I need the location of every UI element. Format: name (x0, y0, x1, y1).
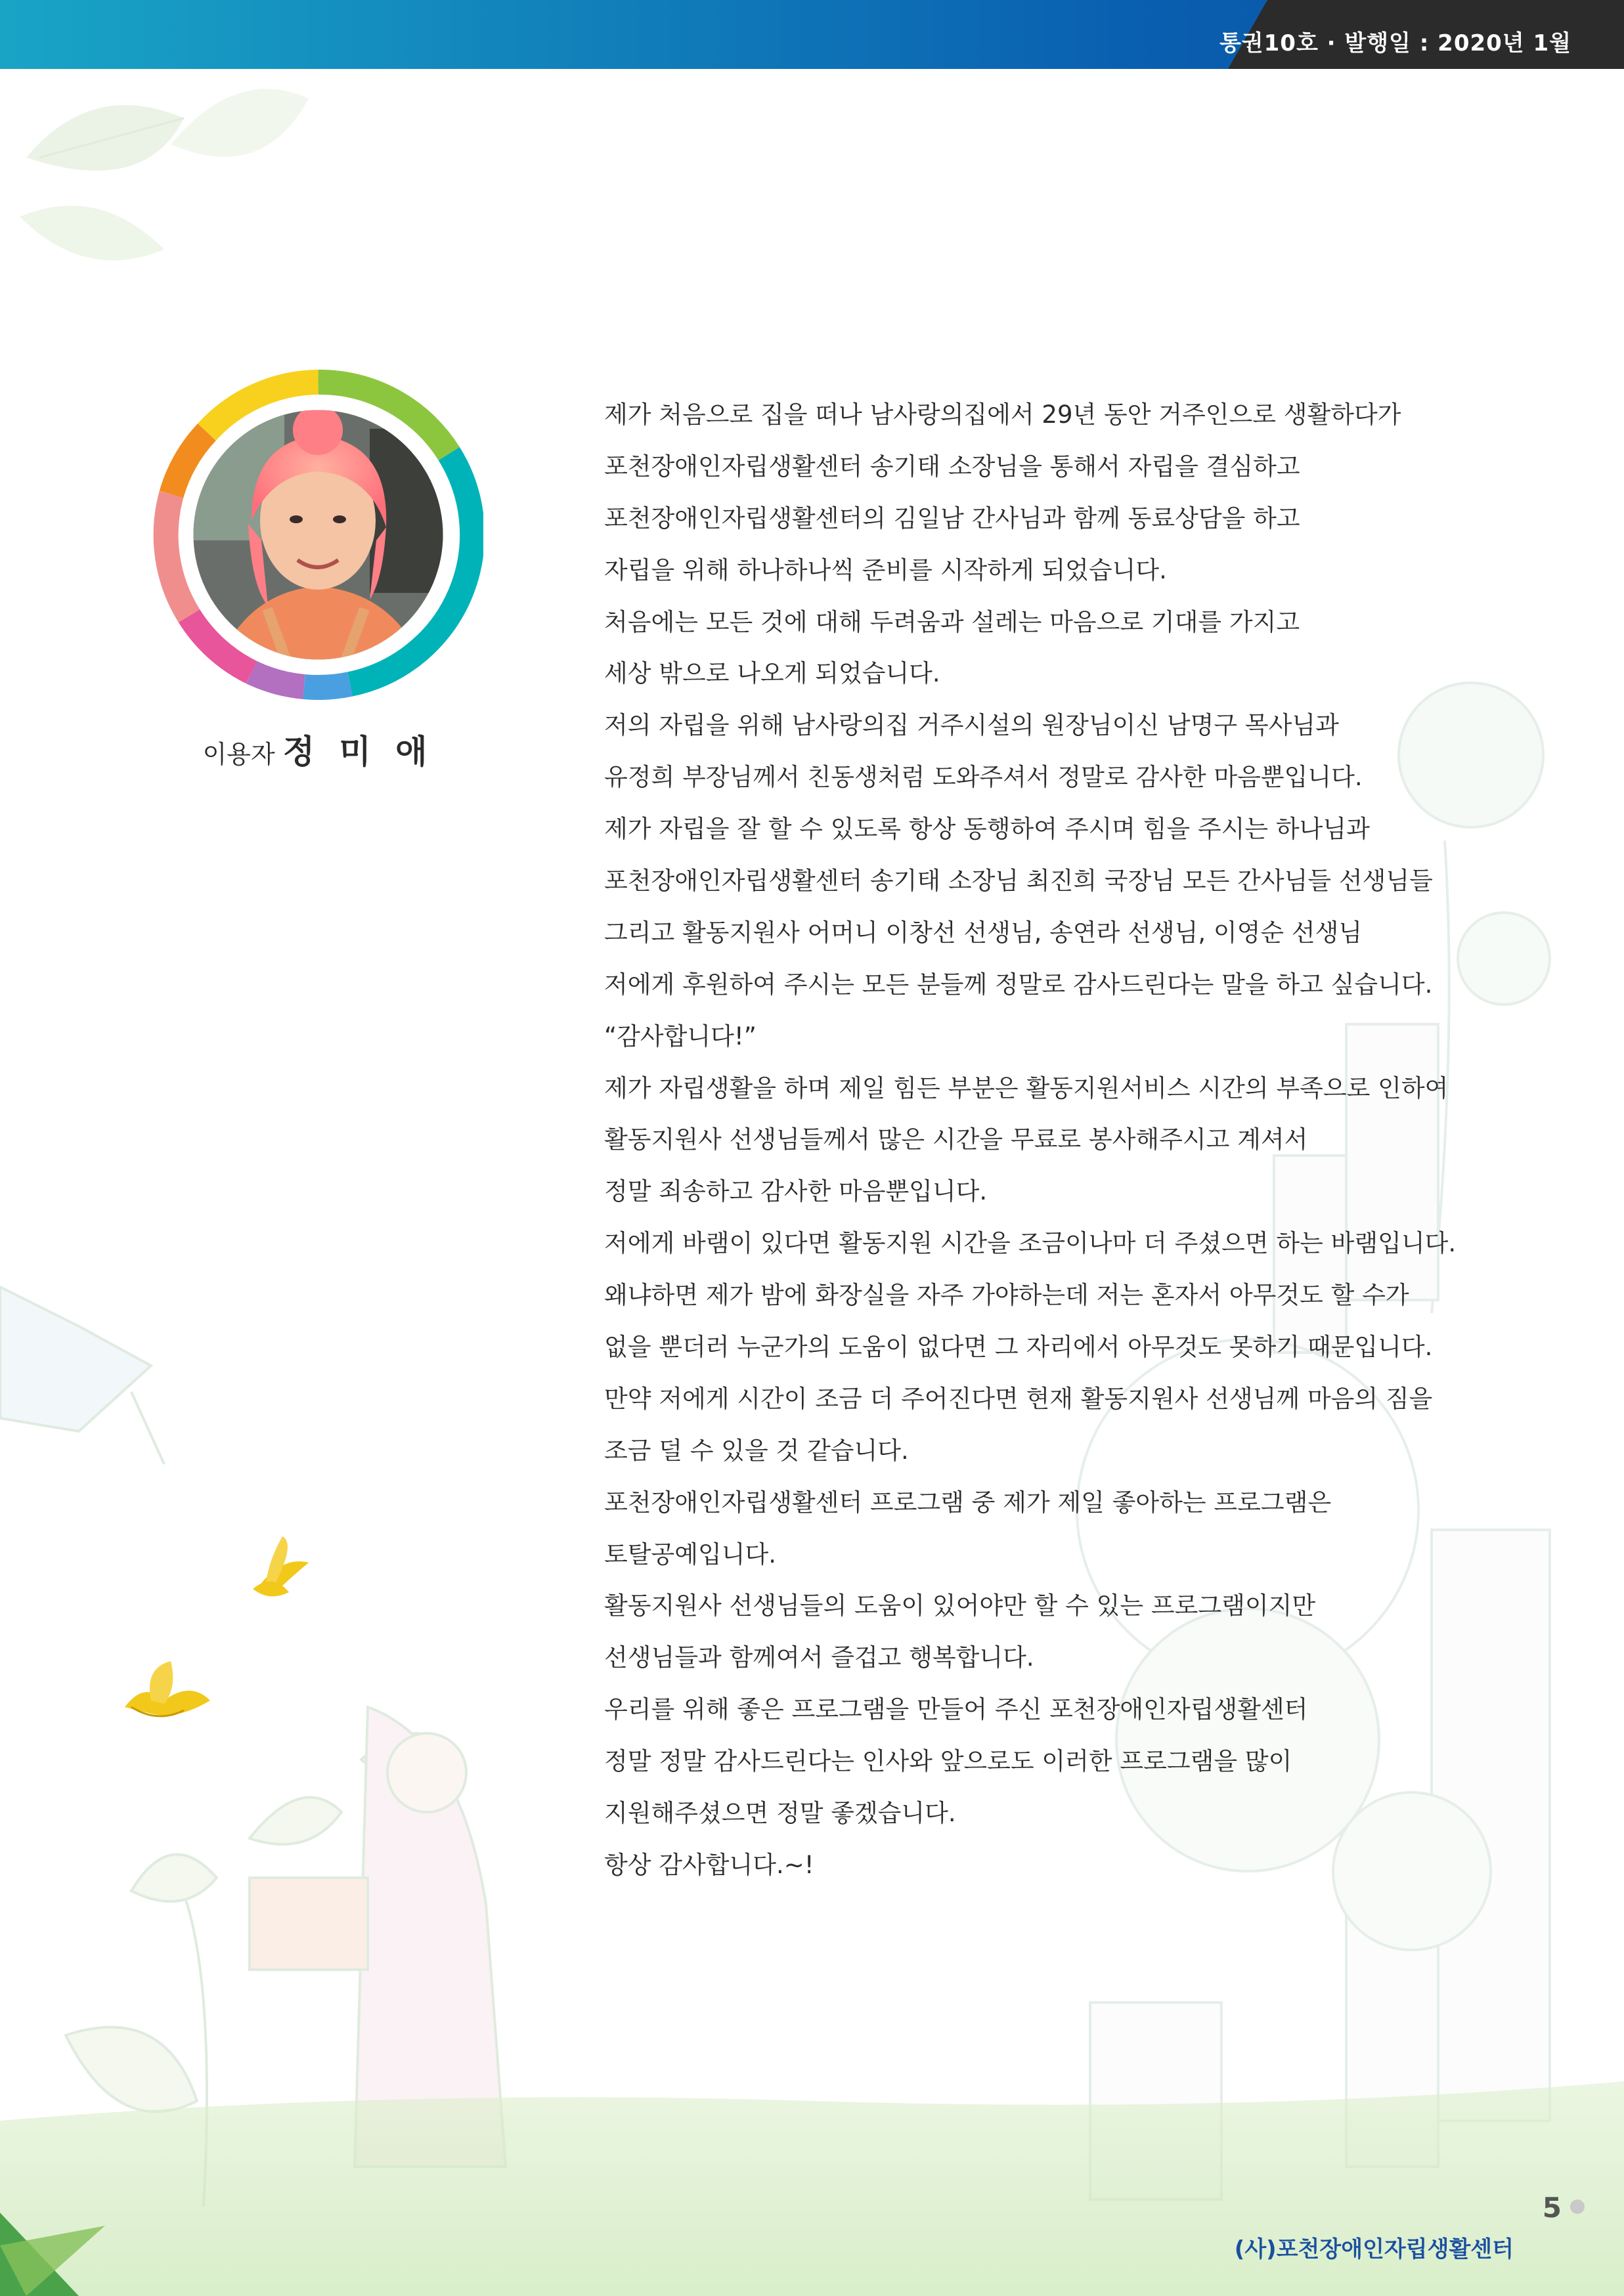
article-line: 정말 죄송하고 감사한 마음뿐입니다. (604, 1177, 988, 1206)
article-line: 제가 처음으로 집을 떠나 남사랑의집에서 29년 동안 거주인으로 생활하다가 (604, 401, 1401, 429)
article-line: 왜냐하면 제가 밤에 화장실을 자주 가야하는데 저는 혼자서 아무것도 할 수가 (604, 1281, 1409, 1310)
bird-icon (125, 1661, 210, 1716)
author-caption (153, 726, 483, 773)
article-line: 그리고 활동지원사 어머니 이창선 선생님, 송연라 선생님, 이영순 선생님 (604, 918, 1363, 947)
article-line: 포천장애인자립생활센터 송기태 소장님 최진희 국장님 모든 간사님들 선생님들 (604, 867, 1433, 896)
article-line: 처음에는 모든 것에 대해 두려움과 설레는 마음으로 기대를 가지고 (604, 607, 1300, 636)
author-role: 이용자 (202, 740, 275, 769)
page-number: 5 (1542, 2192, 1562, 2224)
article-line: 저의 자립을 위해 남사랑의집 거주시설의 원장님이신 남명구 목사님과 (604, 711, 1339, 740)
leaf-decoration (20, 89, 309, 260)
article-line: 우리를 위해 좋은 프로그램을 만들어 주신 포천장애인자립생활센터 (604, 1695, 1308, 1724)
article-line: 만약 저에게 시간이 조금 더 주어진다면 현재 활동지원사 선생님께 마음의 짐을 (604, 1384, 1433, 1413)
article-line: 자립을 위해 하나하나씩 준비를 시작하게 되었습니다. (604, 555, 1167, 584)
article-line: 지원해주셨으면 정말 좋겠습니다. (604, 1799, 956, 1828)
article-line: 선생님들과 함께여서 즐겁고 행복합니다. (604, 1643, 1034, 1672)
bird-icon (253, 1536, 309, 1596)
issue-info: 통권10호 · 발행일 : 2020년 1월 (1219, 30, 1571, 56)
article-line: 포천장애인자립생활센터의 김일남 간사님과 함께 동료상담을 하고 (604, 504, 1300, 532)
organization-name: (사)포천장애인자립생활센터 (1234, 2236, 1514, 2263)
article-line: 제가 자립을 잘 할 수 있도록 항상 동행하여 주시며 힘을 주시는 하나님과 (604, 815, 1370, 844)
article-line: 활동지원사 선생님들의 도움이 있어야만 할 수 있는 프로그램이지만 (604, 1592, 1316, 1620)
article-line: 포천장애인자립생활센터 프로그램 중 제가 제일 좋아하는 프로그램은 (604, 1488, 1332, 1517)
author-name: 정 미 애 (282, 733, 434, 771)
article-body (604, 397, 1458, 1899)
garden-decoration (0, 1287, 506, 2206)
article-line: 없을 뿐더러 누군가의 도움이 없다면 그 자리에서 아무것도 못하기 때문입니다. (604, 1333, 1433, 1362)
article-line: 저에게 바램이 있다면 활동지원 시간을 조금이나마 더 주셨으면 하는 바램입니다. (604, 1229, 1457, 1258)
article-line: 저에게 후원하여 주시는 모든 분들께 정말로 감사드린다는 말을 하고 싶습니다. (604, 970, 1433, 999)
article-line: 유정희 부장님께서 친동생처럼 도와주셔서 정말로 감사한 마음뿐입니다. (604, 763, 1363, 792)
article-line: 조금 덜 수 있을 것 같습니다. (604, 1436, 909, 1465)
article-line: 항상 감사합니다.~! (604, 1850, 814, 1879)
author-portrait (153, 370, 483, 700)
page-dot-icon (1570, 2199, 1585, 2214)
article-line: 세상 밖으로 나오게 되었습니다. (604, 659, 940, 688)
article-line: 토탈공예입니다. (604, 1540, 776, 1569)
article-line: “감사합니다!” (604, 1022, 757, 1051)
article-line: 제가 자립생활을 하며 제일 힘든 부분은 활동지원서비스 시간의 부족으로 인하여 (604, 1073, 1449, 1102)
article-line: 정말 정말 감사드린다는 인사와 앞으로도 이러한 프로그램을 많이 (604, 1747, 1292, 1776)
article-line: 포천장애인자립생활센터 송기태 소장님을 통해서 자립을 결심하고 (604, 452, 1300, 481)
article-line: 활동지원사 선생님들께서 많은 시간을 무료로 봉사해주시고 계셔서 (604, 1125, 1308, 1154)
